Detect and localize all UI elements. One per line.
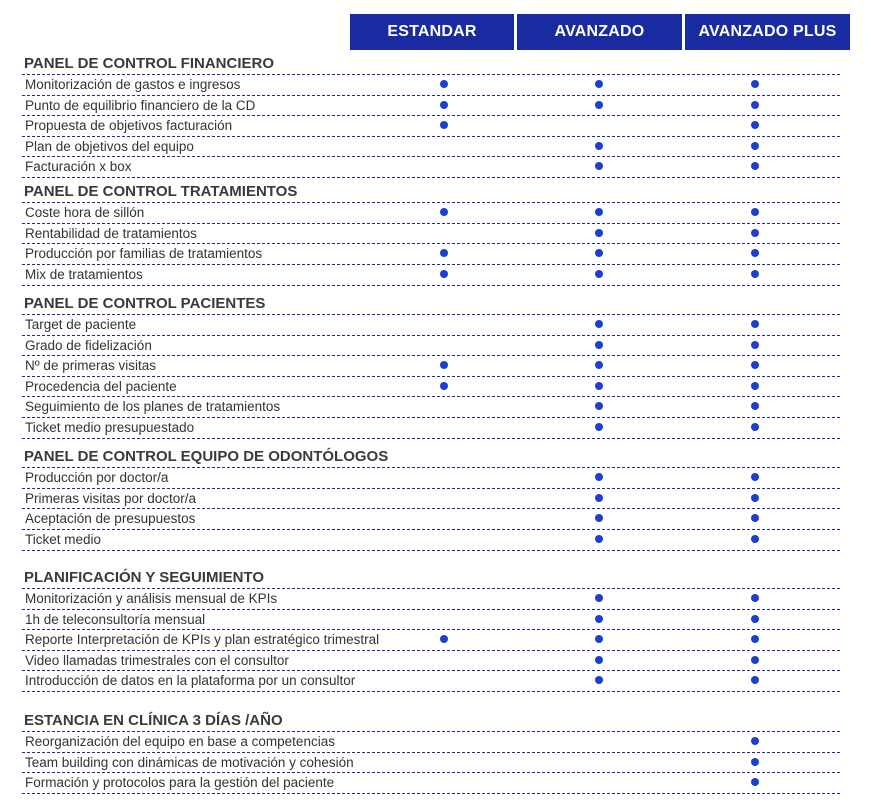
feature-label: Aceptación de presupuestos [25,511,196,526]
avanzado-included-dot [595,80,603,88]
avanzado-included-dot [595,473,603,481]
feature-row [22,314,840,335]
avanzado-included-dot [595,249,603,257]
feature-label: Video llamadas trimestrales con el consultor [25,652,289,668]
avanzado-included-dot [595,361,603,369]
feature-label: Formación y protocolos para la gestión del paciente [25,775,335,790]
avanzado-included-dot [595,402,603,410]
avanzado-included-dot [595,423,603,431]
feature-row [22,74,840,95]
feature-label: Producción por familias de tratamientos [25,246,263,261]
avanzado-plus-included-dot [751,737,759,745]
feature-label: Seguimiento de los planes de tratamientos [25,399,281,414]
plan-column-estandar: ESTANDAR [350,14,514,50]
feature-row [22,156,840,178]
section-title: PANEL DE CONTROL TRATAMIENTOS [24,183,298,200]
avanzado-included-dot [595,162,603,170]
feature-label: Nº de primeras visitas [25,358,156,373]
feature-row [22,731,840,752]
feature-row [22,376,840,397]
feature-label: Grado de fidelización [25,337,152,353]
avanzado-included-dot [595,635,603,643]
avanzado-plus-included-dot [751,208,759,216]
avanzado-included-dot [595,229,603,237]
estandar-included-dot [440,249,448,257]
feature-label: Reorganización del equipo en base a competencias [25,734,335,749]
feature-label: Reporte Interpretación de KPIs y plan estratégico trimestral [25,632,380,647]
feature-row [22,772,840,794]
avanzado-plus-included-dot [751,676,759,684]
feature-row [22,488,840,509]
avanzado-plus-included-dot [751,635,759,643]
section-title: PANEL DE CONTROL FINANCIERO [24,55,275,72]
avanzado-included-dot [595,341,603,349]
avanzado-plus-included-dot [751,80,759,88]
avanzado-included-dot [595,101,603,109]
avanzado-plus-included-dot [751,320,759,328]
avanzado-included-dot [595,494,603,502]
avanzado-plus-included-dot [751,270,759,278]
feature-row [22,752,840,773]
feature-label: Monitorización de gastos e ingresos [25,77,241,92]
plan-header [0,14,871,50]
avanzado-plus-included-dot [751,101,759,109]
avanzado-included-dot [595,270,603,278]
feature-row [22,396,840,417]
section-title: PLANIFICACIÓN Y SEGUIMIENTO [24,569,265,586]
feature-row [22,335,840,356]
feature-label: Plan de objetivos del equipo [25,138,194,154]
avanzado-plus-included-dot [751,494,759,502]
feature-label: Procedencia del paciente [25,378,177,394]
feature-row [22,223,840,244]
avanzado-included-dot [595,615,603,623]
estandar-included-dot [440,270,448,278]
feature-row [22,529,840,551]
avanzado-plus-included-dot [751,229,759,237]
avanzado-plus-included-dot [751,249,759,257]
avanzado-included-dot [595,382,603,390]
estandar-included-dot [440,361,448,369]
feature-label: Rentabilidad de tratamientos [25,225,197,241]
estandar-included-dot [440,101,448,109]
feature-row [22,264,840,286]
feature-label: Facturación x box [25,159,132,174]
avanzado-plus-included-dot [751,402,759,410]
avanzado-plus-included-dot [751,142,759,150]
feature-label: 1h de teleconsultoría mensual [25,611,206,627]
feature-label: Target de paciente [25,317,137,332]
feature-row [22,95,840,116]
avanzado-plus-included-dot [751,758,759,766]
section-title: PANEL DE CONTROL PACIENTES [24,295,266,312]
avanzado-plus-included-dot [751,341,759,349]
feature-row [22,115,840,136]
estandar-included-dot [440,208,448,216]
feature-row [22,508,840,529]
feature-label: Producción por doctor/a [25,470,169,485]
feature-label: Ticket medio presupuestado [25,419,195,435]
avanzado-plus-included-dot [751,535,759,543]
feature-label: Primeras visitas por doctor/a [25,490,197,506]
feature-label: Propuesta de objetivos facturación [25,118,233,133]
avanzado-plus-included-dot [751,594,759,602]
feature-label: Coste hora de sillón [25,205,145,220]
avanzado-included-dot [595,142,603,150]
avanzado-included-dot [595,594,603,602]
avanzado-plus-included-dot [751,361,759,369]
feature-row [22,670,840,692]
avanzado-plus-included-dot [751,656,759,664]
feature-label: Introducción de datos en la plataforma por un consultor [25,673,356,688]
feature-label: Mix de tratamientos [25,266,143,282]
avanzado-included-dot [595,320,603,328]
avanzado-included-dot [595,676,603,684]
feature-row [22,355,840,376]
feature-row [22,243,840,264]
avanzado-included-dot [595,535,603,543]
estandar-included-dot [440,80,448,88]
avanzado-plus-included-dot [751,615,759,623]
plan-column-avanzado: AVANZADO [517,14,682,50]
estandar-included-dot [440,635,448,643]
feature-row [22,202,840,223]
avanzado-plus-included-dot [751,423,759,431]
avanzado-included-dot [595,514,603,522]
estandar-included-dot [440,121,448,129]
feature-row [22,467,840,488]
estandar-included-dot [440,382,448,390]
feature-label: Punto de equilibrio financiero de la CD [25,97,256,113]
feature-label: Monitorización y análisis mensual de KPIs [25,591,278,606]
feature-row [22,650,840,671]
feature-label: Team building con dinámicas de motivación y cohesión [25,754,354,770]
avanzado-plus-included-dot [751,121,759,129]
avanzado-plus-included-dot [751,162,759,170]
avanzado-plus-included-dot [751,514,759,522]
feature-row [22,629,840,650]
avanzado-plus-included-dot [751,778,759,786]
avanzado-plus-included-dot [751,382,759,390]
plan-column-avanzado-plus: AVANZADO PLUS [685,14,850,50]
avanzado-included-dot [595,656,603,664]
feature-row [22,588,840,609]
feature-row [22,609,840,630]
avanzado-plus-included-dot [751,473,759,481]
section-title: ESTANCIA EN CLÍNICA 3 DÍAS /AÑO [24,712,283,729]
feature-label: Ticket medio [25,531,102,547]
feature-row [22,136,840,157]
feature-row [22,417,840,439]
avanzado-included-dot [595,208,603,216]
section-title: PANEL DE CONTROL EQUIPO DE ODONTÓLOGOS [24,448,389,465]
